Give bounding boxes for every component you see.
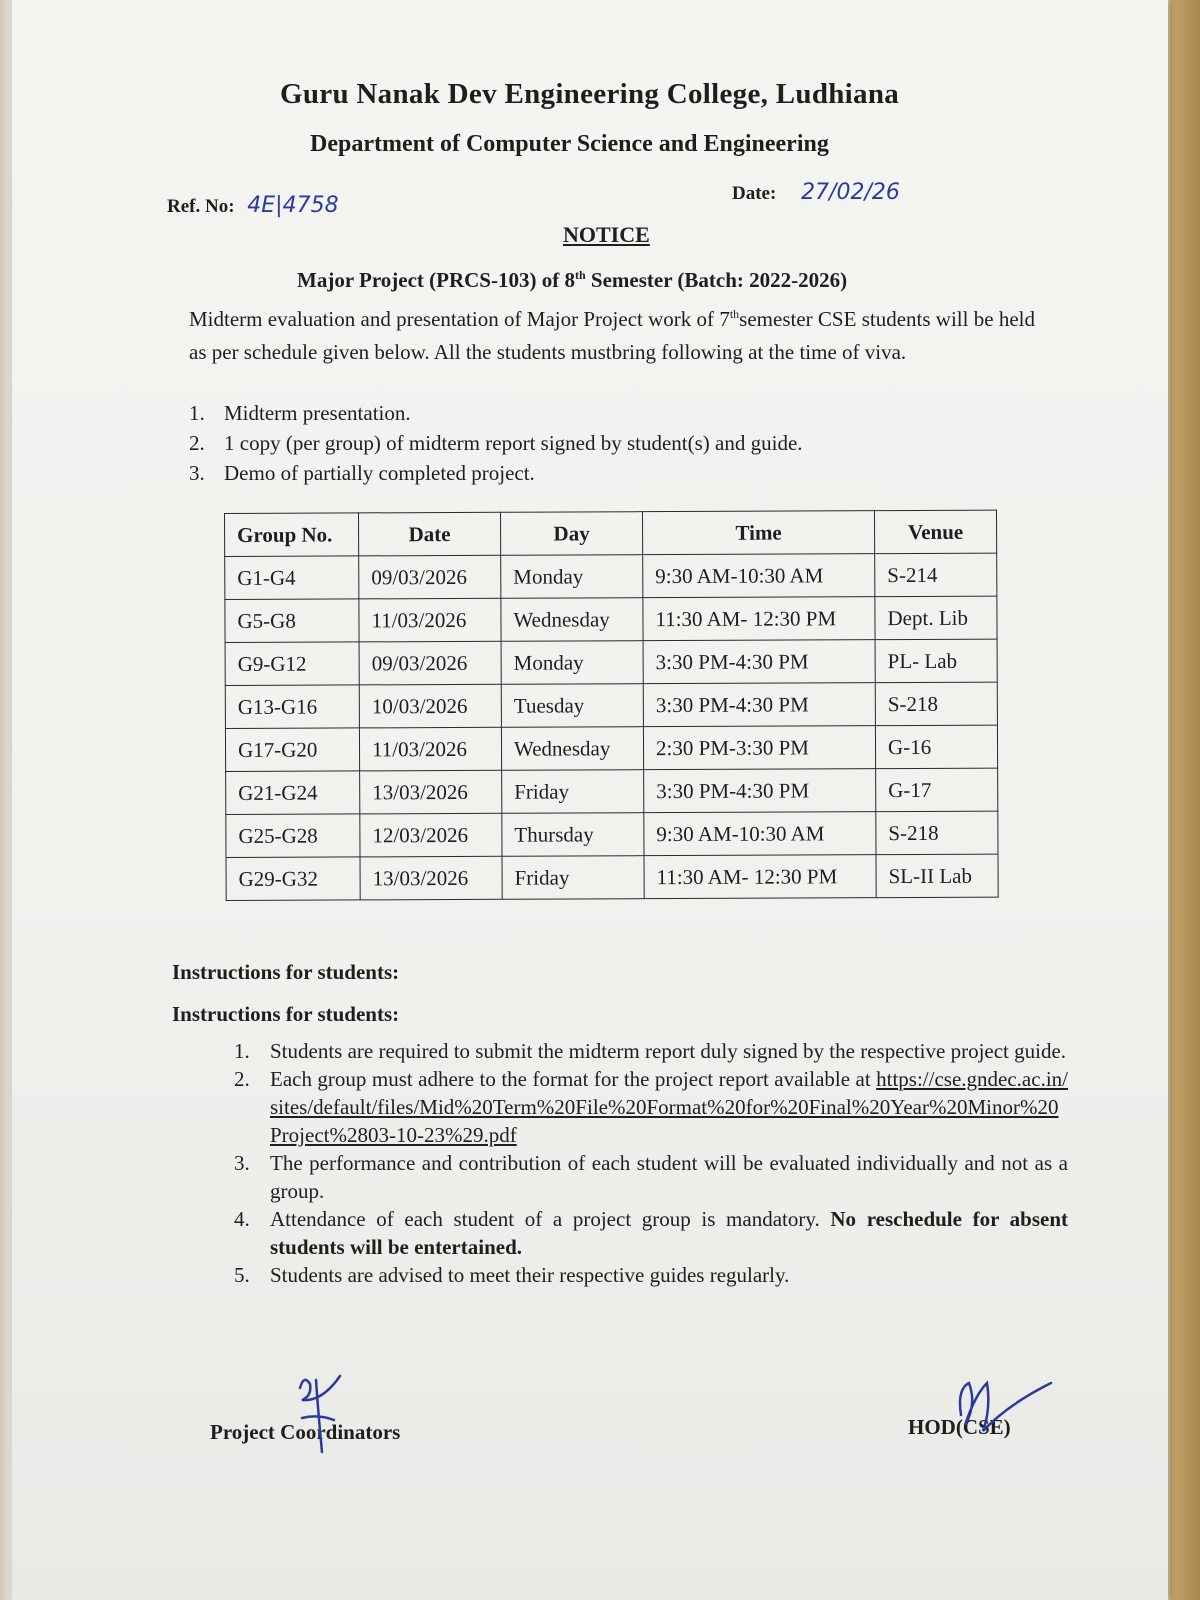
cell-venue: S-218 (876, 811, 998, 855)
cell-time: 3:30 PM-4:30 PM (644, 769, 876, 813)
cell-date: 10/03/2026 (359, 684, 501, 728)
background-right-strip (1170, 0, 1200, 1600)
ref-label: Ref. No: (167, 196, 235, 217)
instructions-list (234, 1037, 1068, 1289)
cell-day: Friday (502, 856, 644, 900)
cell-date: 11/03/2026 (359, 598, 501, 642)
cell-venue: SL-II Lab (876, 854, 998, 898)
list-number: 3. (189, 461, 205, 485)
list-text: Each group must adhere to the format for the project report available at (270, 1067, 871, 1091)
cell-day: Friday (502, 770, 644, 814)
table-row (226, 768, 998, 814)
subject-superscript: th (574, 268, 586, 282)
list-number: 2. (234, 1067, 250, 1091)
para-text-a: Midterm evaluation and presentation of Major Project work of 7 (189, 307, 730, 331)
table-row (226, 854, 998, 900)
cell-date: 13/03/2026 (360, 770, 502, 814)
list-number: 1. (234, 1039, 250, 1063)
list-item (234, 1261, 1068, 1289)
list-item (189, 428, 803, 458)
col-header-date: Date (359, 512, 501, 556)
cell-venue: S-218 (875, 682, 997, 726)
list-number: 1. (189, 401, 205, 425)
para-text-b: semester CSE students will be held as per schedule given below. All the students mustbring following at the time of viva. (189, 307, 1036, 364)
cell-time: 2:30 PM-3:30 PM (643, 726, 875, 770)
cell-group: G9-G12 (225, 642, 359, 686)
coordinator-signature-icon (282, 1370, 362, 1460)
cell-group: G13-G16 (225, 685, 359, 729)
date-value-handwritten: 27/02/26 (801, 180, 900, 205)
list-text: The performance and contribution of each student will be evaluated individually and not as a group. (270, 1151, 1068, 1203)
table-row (225, 682, 997, 728)
table-row (225, 596, 997, 642)
notice-paper (12, 0, 1168, 1600)
instructions-heading-repeat: Instructions for students: (172, 1002, 400, 1026)
subject-text-b: Semester (Batch: 2022-2026) (585, 268, 848, 292)
list-text: Students are advised to meet their respective guides regularly. (270, 1263, 790, 1287)
ref-number (167, 193, 339, 218)
notice-paragraph (189, 298, 1035, 369)
project-coordinators-label: Project Coordinators (210, 1420, 401, 1444)
cell-time: 9:30 AM-10:30 AM (644, 812, 876, 856)
list-item (189, 398, 803, 428)
list-item (234, 1037, 1068, 1065)
cell-venue: S-214 (875, 553, 997, 597)
format-link[interactable]: https://cse.gndec.ac.in/sites/default/files/Mid%20Term%20File%20Format%20for%20Final%20Year%20Minor%20Project%2803-10-23%29.pdf (270, 1067, 1068, 1147)
list-number: 3. (234, 1151, 250, 1175)
list-text-bold: No reschedule for absent students will be entertained. (270, 1207, 1069, 1259)
cell-venue: G-17 (876, 768, 998, 812)
list-item (234, 1149, 1068, 1205)
cell-day: Monday (501, 641, 643, 685)
list-text: 1 copy (per group) of midterm report signed by student(s) and guide. (224, 431, 803, 455)
cell-date: 09/03/2026 (359, 555, 501, 599)
table-row (225, 725, 997, 771)
table-row (226, 811, 998, 857)
instructions-heading: Instructions for students: (172, 960, 400, 984)
college-name: Guru Nanak Dev Engineering College, Ludhiana (280, 78, 900, 110)
list-text: Attendance of each student of a project group is mandatory. (270, 1207, 820, 1231)
cell-date: 13/03/2026 (360, 856, 502, 900)
hod-label: HOD(CSE) (908, 1415, 1011, 1439)
col-header-group: Group No. (225, 513, 359, 557)
schedule-table (224, 510, 999, 901)
list-item (189, 458, 803, 488)
cell-time: 11:30 AM- 12:30 PM (643, 597, 875, 641)
hod-signature-icon (947, 1375, 1057, 1445)
cell-day: Wednesday (501, 727, 643, 771)
subject-text-a: Major Project (PRCS-103) of 8 (297, 268, 575, 292)
list-text: Students are required to submit the midterm report duly signed by the respective project guide. (270, 1039, 1067, 1063)
list-text: Midterm presentation. (224, 401, 411, 425)
cell-time: 3:30 PM-4:30 PM (643, 640, 875, 684)
cell-group: G5-G8 (225, 599, 359, 643)
cell-venue: PL- Lab (875, 639, 997, 683)
cell-date: 09/03/2026 (359, 641, 501, 685)
table-row (225, 639, 997, 685)
list-number: 4. (234, 1207, 250, 1231)
cell-group: G1-G4 (225, 556, 359, 600)
requirements-list (189, 398, 803, 488)
cell-group: G21-G24 (226, 771, 360, 815)
notice-heading: NOTICE (563, 222, 650, 247)
cell-venue: Dept. Lib (875, 596, 997, 640)
cell-date: 11/03/2026 (359, 727, 501, 771)
cell-group: G25-G28 (226, 814, 360, 858)
notice-subject (297, 268, 847, 293)
cell-day: Thursday (502, 813, 644, 857)
cell-time: 3:30 PM-4:30 PM (643, 683, 875, 727)
list-number: 5. (234, 1263, 250, 1287)
cell-day: Wednesday (501, 598, 643, 642)
table-row (225, 553, 997, 599)
list-number: 2. (189, 431, 205, 455)
date-label: Date: (732, 183, 777, 204)
cell-day: Monday (501, 555, 643, 599)
list-item (234, 1065, 1068, 1149)
cell-time: 9:30 AM-10:30 AM (643, 554, 875, 598)
department-name: Department of Computer Science and Engineering (310, 131, 829, 157)
cell-time: 11:30 AM- 12:30 PM (644, 855, 876, 899)
col-header-day: Day (500, 512, 642, 556)
cell-group: G17-G20 (225, 728, 359, 772)
col-header-venue: Venue (874, 510, 996, 554)
para-superscript: th (729, 307, 740, 321)
cell-group: G29-G32 (226, 857, 360, 901)
col-header-time: Time (642, 511, 874, 555)
table-header-row (225, 510, 997, 556)
cell-venue: G-16 (875, 725, 997, 769)
cell-day: Tuesday (501, 684, 643, 728)
notice-date (732, 180, 900, 205)
ref-value-handwritten: 4E|4758 (247, 193, 339, 218)
list-text: Demo of partially completed project. (224, 461, 535, 485)
list-item (234, 1205, 1068, 1261)
cell-date: 12/03/2026 (360, 813, 502, 857)
